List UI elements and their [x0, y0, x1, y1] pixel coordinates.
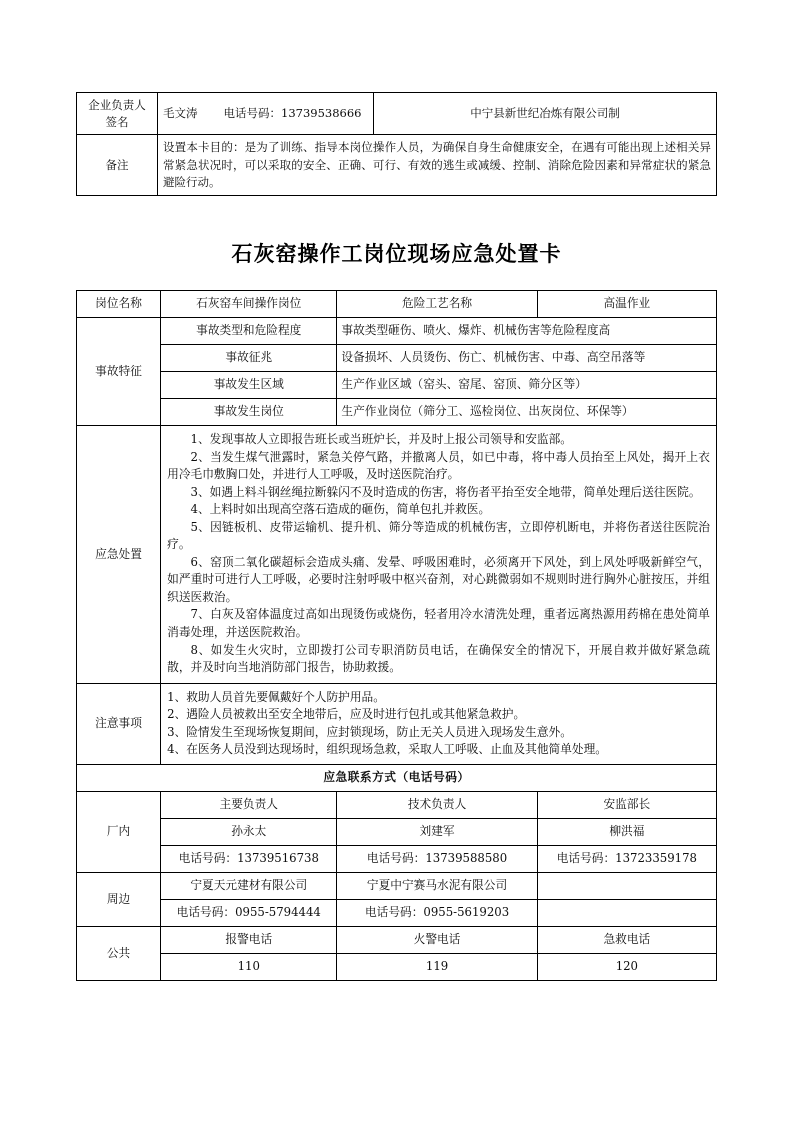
feature-key: 事故发生岗位 [161, 399, 337, 426]
signature-label-line2: 签名 [105, 114, 129, 129]
signer-cell [158, 93, 374, 135]
table-row-internal-phones [77, 845, 717, 872]
signature-remark-table [76, 92, 717, 196]
response-item: 2、当发生煤气泄露时，紧急关停气路，并撤离人员，如已中毒，将中毒人员抬至上风处，揭开上衣用冷毛巾敷胸口处，并进行人工呼吸，及时送医院治疗。 [167, 449, 710, 482]
notes-body [161, 683, 717, 764]
notes-item: 1、救助人员首先要佩戴好个人防护用品。 [167, 689, 385, 704]
feature-key: 事故类型和危险程度 [161, 318, 337, 345]
table-row-public-numbers [77, 953, 717, 980]
table-row-feature [77, 399, 717, 426]
internal-name: 柳洪福 [537, 818, 716, 845]
feature-value: 生产作业区域（窑头、窑尾、窑顶、筛分区等） [337, 372, 717, 399]
post-name-value: 石灰窑车间操作岗位 [161, 291, 337, 318]
response-item: 5、因链板机、皮带运输机、提升机、筛分等造成的机械伤害，立即停机断电，并将伤者送往医院治疗。 [167, 519, 710, 552]
table-row-feature [77, 372, 717, 399]
features-label: 事故特征 [77, 318, 161, 426]
internal-phone: 电话号码：13723359178 [537, 845, 716, 872]
public-label: 公共 [77, 926, 161, 980]
remark-label: 备注 [77, 135, 158, 196]
response-body [161, 426, 717, 684]
page-title: 石灰窑操作工岗位现场应急处置卡 [231, 241, 562, 266]
table-row-internal-names [77, 818, 717, 845]
process-value: 高温作业 [537, 291, 716, 318]
post-name-label: 岗位名称 [77, 291, 161, 318]
internal-role: 主要负责人 [161, 791, 337, 818]
nearby-phone: 电话号码：0955-5619203 [337, 899, 537, 926]
public-number: 119 [337, 953, 537, 980]
internal-role: 安监部长 [537, 791, 716, 818]
response-item: 4、上料时如出现高空落石造成的砸伤，简单包扎并救医。 [190, 502, 491, 517]
feature-value: 事故类型砸伤、喷火、爆炸、机械伤害等危险程度高 [337, 318, 717, 345]
process-label: 危险工艺名称 [337, 291, 537, 318]
public-service: 报警电话 [161, 926, 337, 953]
signer-phone: 电话号码：13739538666 [223, 106, 362, 121]
signer-name: 毛文涛 [163, 106, 198, 121]
table-row [77, 135, 717, 196]
internal-role: 技术负责人 [337, 791, 537, 818]
feature-value: 设备损坏、人员烫伤、伤亡、机械伤害、中毒、高空吊落等 [337, 345, 717, 372]
notes-label: 注意事项 [77, 683, 161, 764]
response-item: 7、白灰及窑体温度过高如出现烫伤或烧伤，轻者用冷水清洗处理，重者远离热源用药棉在患处简单消毒处理，并送医院救治。 [167, 607, 710, 640]
nearby-phone: 电话号码：0955-5794444 [161, 899, 337, 926]
internal-label: 厂内 [77, 791, 161, 872]
signature-label-line1: 企业负责人 [88, 98, 146, 112]
company-seal-text: 中宁县新世纪冶炼有限公司制 [374, 93, 717, 135]
table-row-feature [77, 345, 717, 372]
public-number: 120 [537, 953, 716, 980]
feature-key: 事故征兆 [161, 345, 337, 372]
response-item: 3、如遇上料斗钢丝绳拉断躲闪不及时造成的伤害，将伤者平抬至安全地带，简单处理后送往医院。 [190, 484, 701, 499]
response-label: 应急处置 [77, 426, 161, 684]
nearby-phone-empty [537, 899, 716, 926]
response-item: 1、发现事故人立即报告班长或当班炉长，并及时上报公司领导和安监部。 [190, 432, 572, 446]
feature-value: 生产作业岗位（筛分工、巡检岗位、出灰岗位、环保等） [337, 399, 717, 426]
nearby-org-empty [537, 872, 716, 899]
notes-item: 3、险情发生至现场恢复期间，应封锁现场，防止无关人员进入现场发生意外。 [167, 724, 572, 739]
contacts-header: 应急联系方式（电话号码） [77, 764, 717, 791]
table-row [77, 93, 717, 135]
nearby-label: 周边 [77, 872, 161, 926]
notes-item: 2、遇险人员被救出至安全地带后，应及时进行包扎或其他紧急救护。 [167, 707, 526, 722]
table-row-notes [77, 683, 717, 764]
public-service: 急救电话 [537, 926, 716, 953]
table-row-contacts-header [77, 764, 717, 791]
table-row-public-services [77, 926, 717, 953]
remark-text: 设置本卡目的：是为了训练、指导本岗位操作人员，为确保自身生命健康安全，在遇有可能出现上述相关异常紧急状况时，可以采取的安全、正确、可行、有效的逃生或减缓、控制、消除危险因素和异常症状的紧急避险行动。 [158, 135, 717, 196]
public-number: 110 [161, 953, 337, 980]
response-item: 6、窑顶二氧化碳超标会造成头痛、发晕、呼吸困难时，必须离开下风处，到上风处呼吸新鲜空气，如严重时可进行人工呼吸，必要时注射呼吸中枢兴奋剂，对心跳微弱如不规则时进行胸外心脏按压，并组织送医救治。 [167, 554, 710, 604]
signature-label [77, 93, 158, 135]
emergency-card-table [76, 290, 717, 981]
feature-key: 事故发生区域 [161, 372, 337, 399]
notes-item: 4、在医务人员没到达现场时，组织现场急救，采取人工呼吸、止血及其他简单处理。 [167, 742, 607, 757]
internal-phone: 电话号码：13739588580 [337, 845, 537, 872]
public-service: 火警电话 [337, 926, 537, 953]
table-row-post-name [77, 291, 717, 318]
nearby-org: 宁夏中宁赛马水泥有限公司 [337, 872, 537, 899]
internal-name: 刘建军 [337, 818, 537, 845]
table-row-internal-roles [77, 791, 717, 818]
internal-phone: 电话号码：13739516738 [161, 845, 337, 872]
response-item: 8、如发生火灾时，立即拨打公司专职消防员电话，在确保安全的情况下，开展自救并做好紧急疏散，并及时向当地消防部门报告，协助救援。 [167, 642, 710, 675]
nearby-org: 宁夏天元建材有限公司 [161, 872, 337, 899]
internal-name: 孙永太 [161, 818, 337, 845]
table-row-nearby-phones [77, 899, 717, 926]
table-row-response [77, 426, 717, 684]
table-row-nearby-orgs [77, 872, 717, 899]
table-row-feature [77, 318, 717, 345]
